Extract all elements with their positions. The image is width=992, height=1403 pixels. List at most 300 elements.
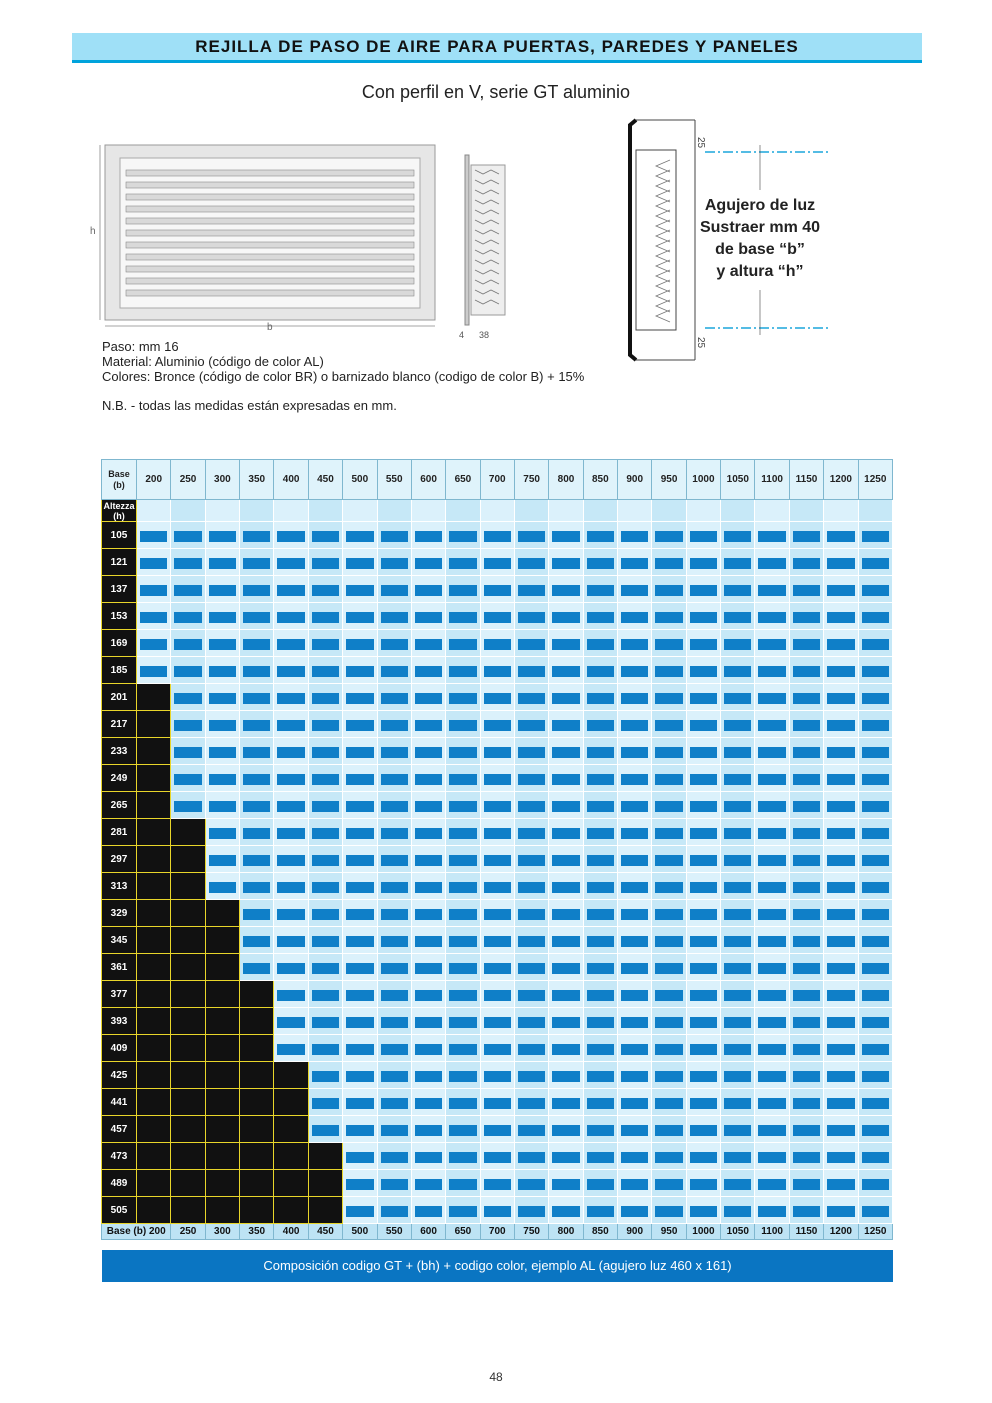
size-unavailable-cell [137, 819, 171, 846]
size-available-cell [549, 846, 583, 873]
availability-bar [793, 531, 820, 542]
size-available-cell [274, 954, 308, 981]
size-available-cell [377, 1008, 411, 1035]
size-available-cell [858, 900, 892, 927]
size-unavailable-cell [137, 738, 171, 765]
table-row [102, 549, 893, 576]
size-available-cell [308, 738, 342, 765]
availability-bar [346, 666, 373, 677]
size-available-cell [343, 549, 377, 576]
size-available-cell [652, 846, 686, 873]
size-available-cell [858, 603, 892, 630]
height-row-header: 265 [102, 792, 137, 819]
size-available-cell [446, 549, 480, 576]
side-dim-b: 38 [479, 330, 490, 340]
availability-bar [312, 1044, 339, 1055]
size-available-cell [274, 522, 308, 549]
size-available-cell [824, 927, 858, 954]
availability-bar [587, 558, 614, 569]
availability-bar [415, 1071, 442, 1082]
availability-bar [724, 1125, 751, 1136]
size-unavailable-cell [137, 927, 171, 954]
size-available-cell [549, 684, 583, 711]
size-available-cell [789, 684, 823, 711]
availability-bar [381, 1044, 408, 1055]
size-available-cell [514, 819, 548, 846]
size-unavailable-cell [240, 1062, 274, 1089]
size-available-cell [686, 1143, 720, 1170]
grid-spacer-cell [171, 500, 205, 522]
base-footer-label: Base (b) 200 [102, 1224, 171, 1240]
availability-bar [415, 639, 442, 650]
base-header-label: Base (b) [102, 460, 137, 500]
availability-bar [243, 801, 270, 812]
availability-bar [381, 936, 408, 947]
size-available-cell [755, 765, 789, 792]
size-unavailable-cell [137, 684, 171, 711]
size-available-cell [686, 1116, 720, 1143]
page-title: REJILLA DE PASO DE AIRE PARA PUERTAS, PAREDES Y PANELES [72, 33, 922, 63]
availability-bar [174, 639, 201, 650]
base-footer-label: 350 [240, 1224, 274, 1240]
availability-bar [484, 531, 511, 542]
size-available-cell [858, 873, 892, 900]
size-available-cell [514, 1008, 548, 1035]
availability-bar [381, 558, 408, 569]
availability-bar [655, 963, 682, 974]
availability-bar [518, 990, 545, 1001]
size-available-cell [240, 819, 274, 846]
availability-bar [587, 531, 614, 542]
availability-bar [381, 882, 408, 893]
table-row [102, 792, 893, 819]
size-available-cell [721, 1143, 755, 1170]
availability-bar [655, 1017, 682, 1028]
size-available-cell [343, 576, 377, 603]
size-available-cell [789, 1008, 823, 1035]
size-available-cell [789, 630, 823, 657]
availability-bar [621, 936, 648, 947]
size-available-cell [858, 819, 892, 846]
size-available-cell [549, 873, 583, 900]
base-column-header: 800 [549, 460, 583, 500]
size-available-cell [274, 981, 308, 1008]
size-table [101, 459, 893, 1240]
base-column-header: 550 [377, 460, 411, 500]
size-available-cell [721, 630, 755, 657]
size-available-cell [721, 1035, 755, 1062]
availability-bar [793, 1152, 820, 1163]
availability-bar [209, 882, 236, 893]
base-column-header: 1100 [755, 460, 789, 500]
availability-bar [655, 1071, 682, 1082]
size-available-cell [549, 549, 583, 576]
availability-bar [621, 1017, 648, 1028]
availability-bar [587, 963, 614, 974]
table-row [102, 738, 893, 765]
size-available-cell [686, 738, 720, 765]
size-available-cell [171, 657, 205, 684]
section-dim-top: 25 [695, 137, 706, 149]
size-available-cell [446, 1008, 480, 1035]
size-unavailable-cell [240, 1116, 274, 1143]
availability-bar [587, 990, 614, 1001]
size-available-cell [755, 684, 789, 711]
size-available-cell [755, 1089, 789, 1116]
size-available-cell [755, 603, 789, 630]
size-available-cell [652, 1116, 686, 1143]
availability-bar [621, 1206, 648, 1217]
size-available-cell [721, 900, 755, 927]
base-column-header: 350 [240, 460, 274, 500]
size-available-cell [308, 873, 342, 900]
availability-bar [690, 909, 717, 920]
height-row-header: 105 [102, 522, 137, 549]
base-footer-label: 450 [308, 1224, 342, 1240]
availability-bar [827, 1179, 854, 1190]
section-annotation [680, 195, 840, 283]
size-available-cell [377, 900, 411, 927]
size-available-cell [514, 1062, 548, 1089]
availability-bar [484, 1017, 511, 1028]
size-available-cell [205, 549, 239, 576]
size-available-cell [789, 1089, 823, 1116]
size-unavailable-cell [137, 1062, 171, 1089]
availability-bar [758, 639, 785, 650]
size-available-cell [411, 738, 445, 765]
base-footer-label: 750 [514, 1224, 548, 1240]
size-available-cell [824, 1035, 858, 1062]
availability-bar [621, 720, 648, 731]
size-available-cell [789, 900, 823, 927]
size-available-cell [755, 630, 789, 657]
size-available-cell [824, 630, 858, 657]
base-footer-label: 850 [583, 1224, 617, 1240]
size-available-cell [549, 765, 583, 792]
availability-bar [449, 720, 476, 731]
size-available-cell [343, 1170, 377, 1197]
size-available-cell [377, 738, 411, 765]
size-available-cell [583, 1089, 617, 1116]
availability-bar [655, 855, 682, 866]
availability-bar [243, 774, 270, 785]
availability-bar [312, 1098, 339, 1109]
size-available-cell [343, 711, 377, 738]
size-available-cell [824, 1143, 858, 1170]
availability-bar [346, 1125, 373, 1136]
availability-bar [140, 612, 167, 623]
availability-bar [724, 1152, 751, 1163]
availability-bar [690, 639, 717, 650]
availability-bar [621, 855, 648, 866]
size-available-cell [652, 576, 686, 603]
size-available-cell [721, 954, 755, 981]
size-available-cell [514, 576, 548, 603]
size-available-cell [308, 576, 342, 603]
availability-bar [655, 801, 682, 812]
size-available-cell [446, 576, 480, 603]
availability-bar [518, 801, 545, 812]
size-unavailable-cell [171, 900, 205, 927]
availability-bar [174, 531, 201, 542]
size-available-cell [274, 873, 308, 900]
size-available-cell [446, 738, 480, 765]
availability-bar [690, 531, 717, 542]
size-available-cell [583, 711, 617, 738]
availability-bar [690, 963, 717, 974]
size-available-cell [858, 1008, 892, 1035]
size-unavailable-cell [240, 1008, 274, 1035]
availability-bar [655, 1206, 682, 1217]
size-available-cell [308, 1062, 342, 1089]
louvre-slat [126, 182, 414, 188]
code-composition-bar: Composición codigo GT + (bh) + codigo color, ejemplo AL (agujero luz 460 x 161) [102, 1250, 893, 1282]
size-available-cell [137, 657, 171, 684]
louvre-slat [126, 266, 414, 272]
size-available-cell [583, 738, 617, 765]
size-available-cell [171, 522, 205, 549]
availability-bar [587, 585, 614, 596]
availability-bar [827, 747, 854, 758]
availability-bar [758, 747, 785, 758]
table-row [102, 1143, 893, 1170]
availability-bar [484, 612, 511, 623]
availability-bar [346, 1098, 373, 1109]
size-available-cell [789, 846, 823, 873]
size-unavailable-cell [137, 1035, 171, 1062]
section-text-line: Sustraer mm 40 [699, 219, 821, 236]
size-available-cell [583, 684, 617, 711]
size-available-cell [446, 1116, 480, 1143]
availability-bar [484, 936, 511, 947]
size-available-cell [858, 981, 892, 1008]
availability-bar [587, 774, 614, 785]
availability-bar [827, 720, 854, 731]
size-available-cell [137, 630, 171, 657]
availability-bar [552, 855, 579, 866]
size-available-cell [652, 711, 686, 738]
availability-bar [621, 801, 648, 812]
size-available-cell [618, 711, 652, 738]
availability-bar [758, 882, 785, 893]
size-unavailable-cell [171, 1197, 205, 1224]
availability-bar [587, 882, 614, 893]
base-column-header: 900 [618, 460, 652, 500]
availability-bar [587, 666, 614, 677]
size-available-cell [171, 576, 205, 603]
size-available-cell [686, 954, 720, 981]
availability-bar [655, 693, 682, 704]
availability-bar [518, 828, 545, 839]
size-available-cell [480, 711, 514, 738]
availability-bar [277, 747, 304, 758]
availability-bar [312, 936, 339, 947]
availability-bar [552, 882, 579, 893]
size-available-cell [446, 1197, 480, 1224]
availability-bar [449, 1071, 476, 1082]
size-available-cell [858, 711, 892, 738]
size-available-cell [343, 522, 377, 549]
availability-bar [552, 963, 579, 974]
size-available-cell [446, 900, 480, 927]
size-available-cell [789, 873, 823, 900]
availability-bar [243, 720, 270, 731]
size-available-cell [583, 819, 617, 846]
availability-bar [655, 828, 682, 839]
grid-spacer-cell [652, 500, 686, 522]
table-row [102, 1035, 893, 1062]
size-available-cell [205, 522, 239, 549]
availability-bar [655, 1098, 682, 1109]
availability-bar [277, 720, 304, 731]
size-available-cell [618, 1197, 652, 1224]
base-column-header: 600 [411, 460, 445, 500]
availability-bar [381, 990, 408, 1001]
availability-bar [312, 531, 339, 542]
size-available-cell [137, 549, 171, 576]
size-available-cell [652, 738, 686, 765]
availability-bar [552, 1179, 579, 1190]
size-available-cell [274, 846, 308, 873]
availability-bar [312, 990, 339, 1001]
size-available-cell [308, 630, 342, 657]
size-available-cell [205, 684, 239, 711]
availability-bar [587, 1044, 614, 1055]
availability-bar [415, 720, 442, 731]
size-available-cell [583, 1170, 617, 1197]
availability-bar [312, 1071, 339, 1082]
spec-paso: Paso: mm 16 [102, 339, 179, 354]
availability-bar [793, 828, 820, 839]
size-available-cell [377, 1197, 411, 1224]
availability-bar [827, 828, 854, 839]
availability-bar [415, 909, 442, 920]
availability-bar [243, 531, 270, 542]
height-row-header: 201 [102, 684, 137, 711]
table-row [102, 1170, 893, 1197]
availability-bar [415, 585, 442, 596]
availability-bar [587, 855, 614, 866]
size-available-cell [721, 1008, 755, 1035]
size-available-cell [549, 738, 583, 765]
spec-colores: Colores: Bronce (código de color BR) o barnizado blanco (codigo de color B) + 15% [102, 369, 585, 384]
base-footer-label: 1000 [686, 1224, 720, 1240]
size-available-cell [686, 1197, 720, 1224]
base-column-header: 500 [343, 460, 377, 500]
size-available-cell [652, 819, 686, 846]
base-footer-label: 650 [446, 1224, 480, 1240]
availability-bar [381, 1098, 408, 1109]
base-footer-label: 800 [549, 1224, 583, 1240]
availability-bar [449, 558, 476, 569]
size-available-cell [583, 954, 617, 981]
availability-bar [174, 747, 201, 758]
size-available-cell [514, 1116, 548, 1143]
availability-bar [724, 828, 751, 839]
size-unavailable-cell [137, 981, 171, 1008]
size-available-cell [789, 603, 823, 630]
size-available-cell [411, 522, 445, 549]
size-available-cell [652, 657, 686, 684]
size-available-cell [686, 927, 720, 954]
availability-bar [346, 1206, 373, 1217]
size-available-cell [721, 927, 755, 954]
size-available-cell [308, 927, 342, 954]
size-available-cell [343, 1197, 377, 1224]
size-available-cell [583, 1143, 617, 1170]
availability-bar [862, 1152, 889, 1163]
size-available-cell [240, 549, 274, 576]
availability-bar [415, 1152, 442, 1163]
availability-bar [346, 801, 373, 812]
availability-bar [690, 558, 717, 569]
size-available-cell [652, 1197, 686, 1224]
size-available-cell [618, 1116, 652, 1143]
size-unavailable-cell [171, 819, 205, 846]
availability-bar [381, 855, 408, 866]
size-available-cell [652, 954, 686, 981]
availability-bar [312, 963, 339, 974]
availability-bar [862, 747, 889, 758]
size-unavailable-cell [308, 1197, 342, 1224]
height-row-header: 457 [102, 1116, 137, 1143]
availability-bar [690, 612, 717, 623]
availability-bar [484, 720, 511, 731]
size-available-cell [549, 657, 583, 684]
availability-bar [346, 558, 373, 569]
availability-bar [518, 1017, 545, 1028]
size-available-cell [755, 846, 789, 873]
availability-bar [621, 1125, 648, 1136]
size-available-cell [721, 657, 755, 684]
size-available-cell [686, 765, 720, 792]
size-available-cell [652, 684, 686, 711]
availability-bar [862, 1098, 889, 1109]
availability-bar [518, 1071, 545, 1082]
size-available-cell [583, 1035, 617, 1062]
availability-bar [793, 693, 820, 704]
size-available-cell [446, 819, 480, 846]
availability-bar [449, 1179, 476, 1190]
size-available-cell [205, 846, 239, 873]
size-available-cell [549, 1143, 583, 1170]
availability-bar [518, 1044, 545, 1055]
size-unavailable-cell [171, 1170, 205, 1197]
availability-bar [312, 774, 339, 785]
availability-bar [174, 693, 201, 704]
availability-bar [518, 936, 545, 947]
size-available-cell [618, 576, 652, 603]
size-available-cell [308, 711, 342, 738]
size-available-cell [411, 1197, 445, 1224]
base-column-header: 650 [446, 460, 480, 500]
size-available-cell [480, 684, 514, 711]
availability-bar [449, 1017, 476, 1028]
size-available-cell [446, 927, 480, 954]
size-available-cell [171, 792, 205, 819]
size-available-cell [411, 549, 445, 576]
availability-bar [209, 639, 236, 650]
availability-bar [243, 828, 270, 839]
availability-bar [381, 909, 408, 920]
availability-bar [552, 1098, 579, 1109]
availability-bar [381, 639, 408, 650]
height-row-header: 393 [102, 1008, 137, 1035]
size-available-cell [618, 1170, 652, 1197]
availability-bar [827, 693, 854, 704]
size-available-cell [240, 576, 274, 603]
availability-bar [621, 1098, 648, 1109]
